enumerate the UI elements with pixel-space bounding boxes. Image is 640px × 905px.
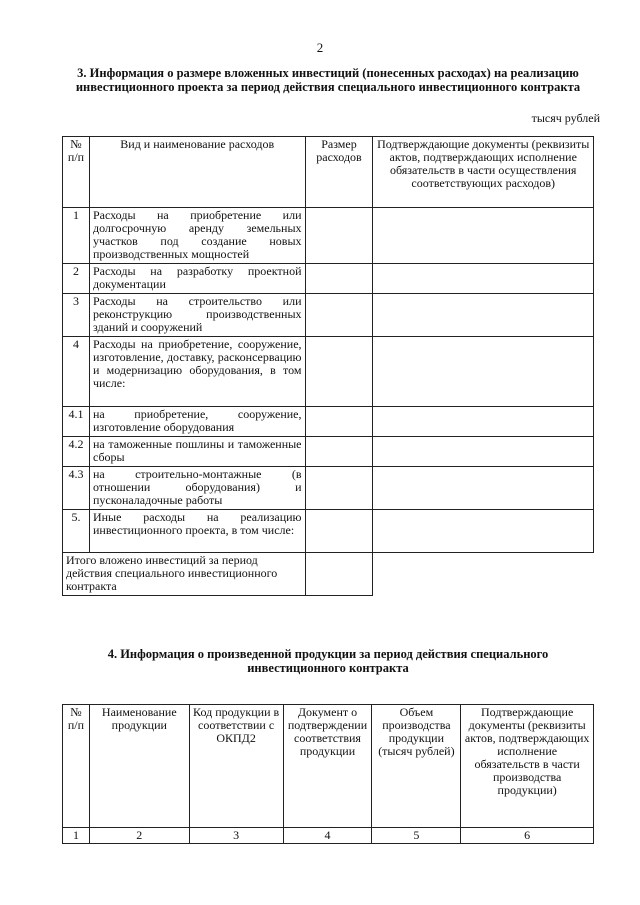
col-number: 4 bbox=[283, 828, 372, 844]
row-docs bbox=[373, 467, 594, 510]
header-docs: Подтверждающие документы (реквизиты актов, подтверждающих исполнение обязательств в части производства продукции) bbox=[461, 705, 594, 828]
col-number: 2 bbox=[89, 828, 189, 844]
header-conformity-doc: Документ о подтверждении соответствия продукции bbox=[283, 705, 372, 828]
header-volume: Объем производства продукции (тысяч рублей) bbox=[372, 705, 461, 828]
row-num: 4.1 bbox=[63, 407, 90, 437]
row-size bbox=[305, 294, 373, 337]
row-docs bbox=[373, 437, 594, 467]
col-number: 5 bbox=[372, 828, 461, 844]
header-num: № п/п bbox=[63, 705, 90, 828]
row-docs bbox=[373, 208, 594, 264]
table-row bbox=[63, 208, 594, 264]
page-number: 2 bbox=[316, 40, 324, 55]
row-docs bbox=[373, 337, 594, 407]
row-size bbox=[305, 208, 373, 264]
row-num: 4 bbox=[63, 337, 90, 407]
production-table bbox=[62, 704, 594, 844]
header-okpd2-code: Код продукции в соответствии с ОКПД2 bbox=[189, 705, 283, 828]
row-size bbox=[305, 437, 373, 467]
row-size bbox=[305, 337, 373, 407]
table-row bbox=[63, 294, 594, 337]
row-name: на таможенные пошлины и таможенные сборы bbox=[89, 437, 305, 467]
table-row bbox=[63, 264, 594, 294]
header-size: Размер расходов bbox=[305, 137, 373, 208]
table-row bbox=[63, 510, 594, 553]
section3-unit: тысяч рублей bbox=[531, 111, 600, 125]
row-docs bbox=[373, 264, 594, 294]
row-size bbox=[305, 264, 373, 294]
row-size bbox=[305, 510, 373, 553]
row-name: Расходы на приобретение или долгосрочную аренду земельных участков под создание новых производственных мощностей bbox=[89, 208, 305, 264]
header-docs: Подтверждающие документы (реквизиты актов, подтверждающих исполнение обязательств в части осуществления соответствующих расходов) bbox=[373, 137, 594, 208]
table-row bbox=[63, 407, 594, 437]
col-number: 6 bbox=[461, 828, 594, 844]
total-row bbox=[63, 553, 594, 596]
row-docs bbox=[373, 510, 594, 553]
row-name: на приобретение, сооружение, изготовление оборудования bbox=[89, 407, 305, 437]
row-num: 2 bbox=[63, 264, 90, 294]
investment-table bbox=[62, 136, 594, 596]
row-name: Расходы на приобретение, сооружение, изготовление, доставку, расконсервацию и модернизацию оборудования, в том числе: bbox=[89, 337, 305, 407]
section4-title: 4. Информация о произведенной продукции за период действия специального инвестиционного контракта bbox=[107, 647, 549, 675]
row-num: 4.3 bbox=[63, 467, 90, 510]
row-name: Расходы на строительство или реконструкцию производственных зданий и сооружений bbox=[89, 294, 305, 337]
total-blank bbox=[373, 553, 594, 596]
row-num: 1 bbox=[63, 208, 90, 264]
col-number: 1 bbox=[63, 828, 90, 844]
row-num: 4.2 bbox=[63, 437, 90, 467]
header-name: Вид и наименование расходов bbox=[89, 137, 305, 208]
production-table-header bbox=[63, 705, 594, 828]
total-size bbox=[305, 553, 373, 596]
investment-table-header bbox=[63, 137, 594, 208]
table-row bbox=[63, 437, 594, 467]
row-docs bbox=[373, 407, 594, 437]
row-size bbox=[305, 407, 373, 437]
row-name: Расходы на разработку проектной документации bbox=[89, 264, 305, 294]
table-row bbox=[63, 467, 594, 510]
row-docs bbox=[373, 294, 594, 337]
row-num: 3 bbox=[63, 294, 90, 337]
header-num: № п/п bbox=[63, 137, 90, 208]
row-name: на строительно-монтажные (в отношении оборудования) и пусконаладочные работы bbox=[89, 467, 305, 510]
col-number: 3 bbox=[189, 828, 283, 844]
row-size bbox=[305, 467, 373, 510]
header-product-name: Наименование продукции bbox=[89, 705, 189, 828]
column-number-row bbox=[63, 828, 594, 844]
total-label: Итого вложено инвестиций за период действия специального инвестиционного контракта bbox=[63, 553, 306, 596]
row-num: 5. bbox=[63, 510, 90, 553]
row-name: Иные расходы на реализацию инвестиционного проекта, в том числе: bbox=[89, 510, 305, 553]
section3-title: 3. Информация о размере вложенных инвестиций (понесенных расходах) на реализацию инвестиционного проекта за период действия специального инвестиционного контракта bbox=[75, 66, 581, 94]
table-row bbox=[63, 337, 594, 407]
